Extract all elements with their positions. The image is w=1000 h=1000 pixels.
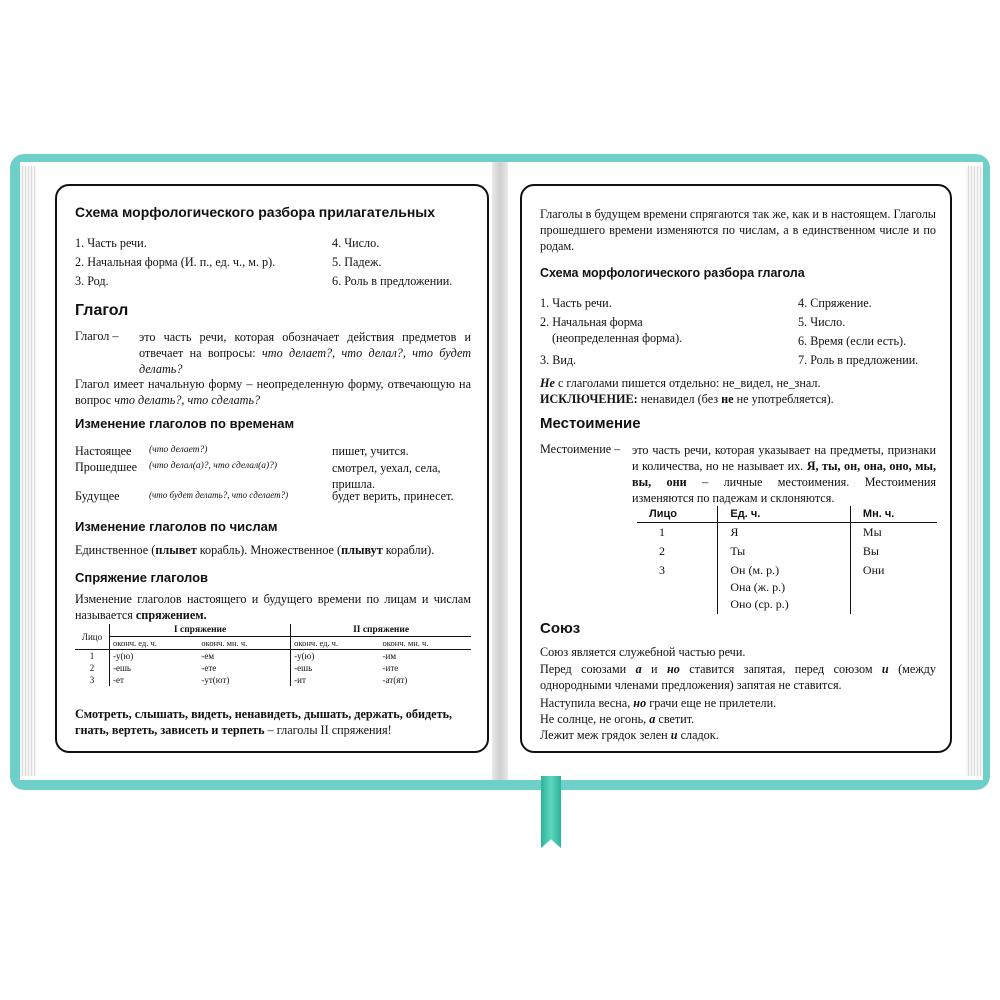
table-row: [75, 662, 471, 674]
ne-exception: [540, 392, 834, 407]
verb-scheme-item: 6. Время (если есть).: [798, 334, 907, 348]
ne-text: с глаголами пишется отдельно: не_видел, не_знал.: [554, 376, 821, 390]
union-example: [540, 696, 776, 711]
exc-bold: не: [721, 392, 734, 406]
number-example: [75, 543, 434, 558]
verb-scheme-title: Схема морфологического разбора глагола: [540, 266, 805, 280]
right-info-card: [520, 184, 952, 753]
exceptions-bold: Смотреть, слышать, видеть, ненавидеть, дышать, держать, обидеть, гнать, вертеть, зависеть и терпеть: [75, 707, 453, 737]
table-cell: Мы: [850, 523, 937, 543]
union-rule: [540, 661, 936, 693]
table-cell: Вы: [850, 542, 937, 561]
number-text: корабль). Множественное (: [196, 543, 342, 557]
verb-scheme-item: 3. Вид.: [540, 353, 577, 367]
tense-question: (что будет делать?, что сделает?): [149, 490, 289, 500]
verb-scheme-item: (неопределенная форма).: [552, 331, 683, 345]
pron-header: Лицо: [637, 506, 718, 523]
union-text: и: [641, 662, 667, 676]
conjugation-heading: Спряжение глаголов: [75, 570, 209, 585]
exc-label: ИСКЛЮЧЕНИЕ:: [540, 392, 638, 406]
pron-header: Ед. ч.: [718, 506, 851, 523]
tense-name: Настоящее: [75, 444, 132, 458]
union-text: Перед союзами: [540, 662, 636, 676]
union-example: [540, 728, 719, 743]
adj-item: 1. Часть речи.: [75, 236, 147, 250]
table-cell: -ете: [201, 663, 217, 673]
table-cell: -ешь: [110, 662, 199, 674]
verb-infinitive-note: [75, 376, 471, 408]
tense-example: пишет, учится.: [332, 444, 409, 458]
pron-header: Мн. ч.: [850, 506, 937, 523]
example-text: сладок.: [677, 728, 719, 742]
table-row: [637, 542, 937, 561]
adj-scheme-title: Схема морфологического разбора прилагательных: [75, 204, 436, 220]
pronoun-heading: Местоимение: [540, 415, 641, 432]
verb-scheme-item: 7. Роль в предложении.: [798, 353, 919, 367]
pron-form: Он (м. р.): [730, 563, 780, 577]
conj-subheader: оконч. мн. ч.: [380, 637, 471, 650]
verb-heading: Глагол: [75, 302, 129, 319]
adj-item: 3. Род.: [75, 274, 109, 288]
example-text: Наступила весна,: [540, 696, 634, 710]
exc-text: ненавидел (без: [637, 392, 722, 406]
number-heading: Изменение глаголов по числам: [75, 519, 278, 534]
table-cell: 1: [89, 651, 95, 661]
ne-bold: Не: [540, 376, 555, 390]
table-cell: -ем: [201, 651, 215, 661]
number-text: корабли).: [382, 543, 435, 557]
table-cell: 2: [659, 544, 665, 558]
pron-tail: – личные местоимения.: [686, 475, 850, 489]
tense-question: (что делал(а)?, что сделал(а)?): [149, 461, 278, 471]
verb-scheme-item: 4. Спряжение.: [798, 296, 872, 310]
table-cell: Ты: [718, 542, 851, 561]
future-past-note: [540, 206, 936, 254]
tense-name: Будущее: [75, 489, 120, 503]
book-spine-gutter: [492, 162, 508, 780]
table-cell: 1: [659, 525, 665, 539]
conj-group-header: I спряжение: [110, 624, 291, 637]
intro-text: Глаголы прошедшего времени изменяются по числам, а в единственном числе и по родам.: [540, 207, 936, 253]
verb-scheme-item: 2. Начальная форма: [540, 315, 643, 329]
verb-def-term: Глагол –: [75, 329, 119, 343]
conjugation-table: [75, 624, 471, 686]
table-row: [75, 674, 471, 686]
adj-item: 6. Роль в предложении.: [332, 274, 453, 288]
union-text: (между однородными членами предложения) запятая не ставится.: [540, 662, 936, 692]
example-bold: и: [670, 728, 678, 742]
table-cell: [718, 561, 851, 614]
example-text: светит.: [655, 712, 695, 726]
pron-bold: Я, ты, он, она, оно, мы, вы, они: [632, 459, 937, 489]
pron-form: Она (ж. р.): [730, 580, 786, 594]
table-row: [637, 561, 937, 614]
tense-question: (что делает?): [149, 445, 208, 455]
example-bold: но: [633, 696, 647, 710]
table-row: [75, 650, 471, 663]
table-row: [637, 523, 937, 543]
table-cell: -у(ю): [110, 650, 199, 663]
table-cell: Они: [850, 561, 937, 614]
pron-text2: Местоимения изменяются по падежам и склоняются.: [632, 475, 936, 505]
tense-example: будет верить, принесет.: [332, 489, 454, 503]
example-text: Лежит меж грядок зелен: [540, 728, 671, 742]
adj-item: 4. Число.: [332, 236, 380, 250]
pronoun-definition: [632, 442, 936, 506]
table-cell: -ет: [110, 674, 199, 686]
left-info-card: [55, 184, 489, 753]
union-text: ставится запятая, перед союзом: [679, 662, 882, 676]
number-bold: плывет: [155, 543, 197, 557]
conj-group-header: II спряжение: [291, 624, 471, 637]
union-bold: а: [635, 662, 642, 676]
number-bold: плывут: [341, 543, 383, 557]
tense-name: Прошедшее: [75, 460, 138, 474]
verb-def-text: это часть речи, которая обозначает действия предметов и отвечает на вопросы:: [139, 330, 471, 360]
page-edges-left: [20, 166, 36, 776]
tense-example: смотрел, уехал, села, пришла.: [332, 461, 441, 491]
pronoun-table: [637, 506, 937, 614]
verb-scheme-item: 1. Часть речи.: [540, 296, 612, 310]
conj-subheader: оконч. ед. ч.: [291, 637, 380, 650]
table-cell: -у(ю): [291, 650, 380, 663]
pronoun-term: Местоимение –: [540, 442, 621, 456]
pron-form: Оно (ср. р.): [730, 597, 789, 611]
table-cell: -ут(ют): [201, 675, 230, 685]
pron-text: это часть речи, которая указывает на предметы, признаки и количества, но не называет их.: [632, 443, 936, 473]
ne-rule: [540, 376, 821, 391]
table-cell: 2: [89, 663, 95, 673]
exc-text: не употребляется).: [733, 392, 834, 406]
bookmark-ribbon[interactable]: [541, 776, 561, 848]
table-cell: -ат(ят): [382, 675, 408, 685]
example-text: Не солнце, не огонь,: [540, 712, 650, 726]
table-cell: -ите: [382, 663, 399, 673]
verb-definition: [139, 329, 471, 377]
verb-inf-text: Глагол имеет начальную форму – неопределенную форму, отвечающую на вопрос: [75, 377, 471, 407]
number-text: Единственное (: [75, 543, 156, 557]
verb-scheme-item: 5. Число.: [798, 315, 846, 329]
union-definition: Союз является служебной частью речи.: [540, 645, 746, 659]
table-cell: 3: [659, 563, 665, 577]
tense-heading: Изменение глаголов по временам: [75, 416, 295, 431]
table-cell: -ит: [291, 674, 380, 686]
union-heading: Союз: [540, 620, 581, 637]
conj-bold: спряжением.: [135, 608, 207, 622]
union-bold: но: [666, 662, 680, 676]
table-cell: Я: [718, 523, 851, 543]
example-text: грачи еще не прилетели.: [646, 696, 777, 710]
person-header: Лицо: [75, 624, 110, 650]
exceptions-tail: – глаголы II спряжения!: [264, 723, 392, 737]
table-cell: 3: [89, 675, 95, 685]
verb-def-questions: что делает?, что делал?, что будет делать?: [139, 346, 471, 376]
adj-item: 2. Начальная форма (И. п., ед. ч., м. р).: [75, 255, 276, 269]
conj-subheader: оконч. мн. ч.: [198, 637, 290, 650]
conjugation-exceptions: [75, 706, 475, 738]
intro-text: Глаголы в будущем времени спрягаются так же, как и в настоящем.: [540, 207, 891, 221]
adj-item: 5. Падеж.: [332, 255, 382, 269]
conjugation-definition: [75, 591, 471, 623]
example-bold: а: [649, 712, 656, 726]
conj-text: Изменение глаголов настоящего и будущего времени по лицам и числам называется: [75, 592, 471, 622]
union-bold: и: [881, 662, 889, 676]
table-cell: -ешь: [291, 662, 380, 674]
conj-subheader: оконч. ед. ч.: [110, 637, 199, 650]
verb-inf-questions: что делать?, что сделать?: [114, 393, 261, 407]
union-example: [540, 712, 694, 727]
page-edges-right: [966, 166, 982, 776]
table-cell: -им: [382, 651, 397, 661]
